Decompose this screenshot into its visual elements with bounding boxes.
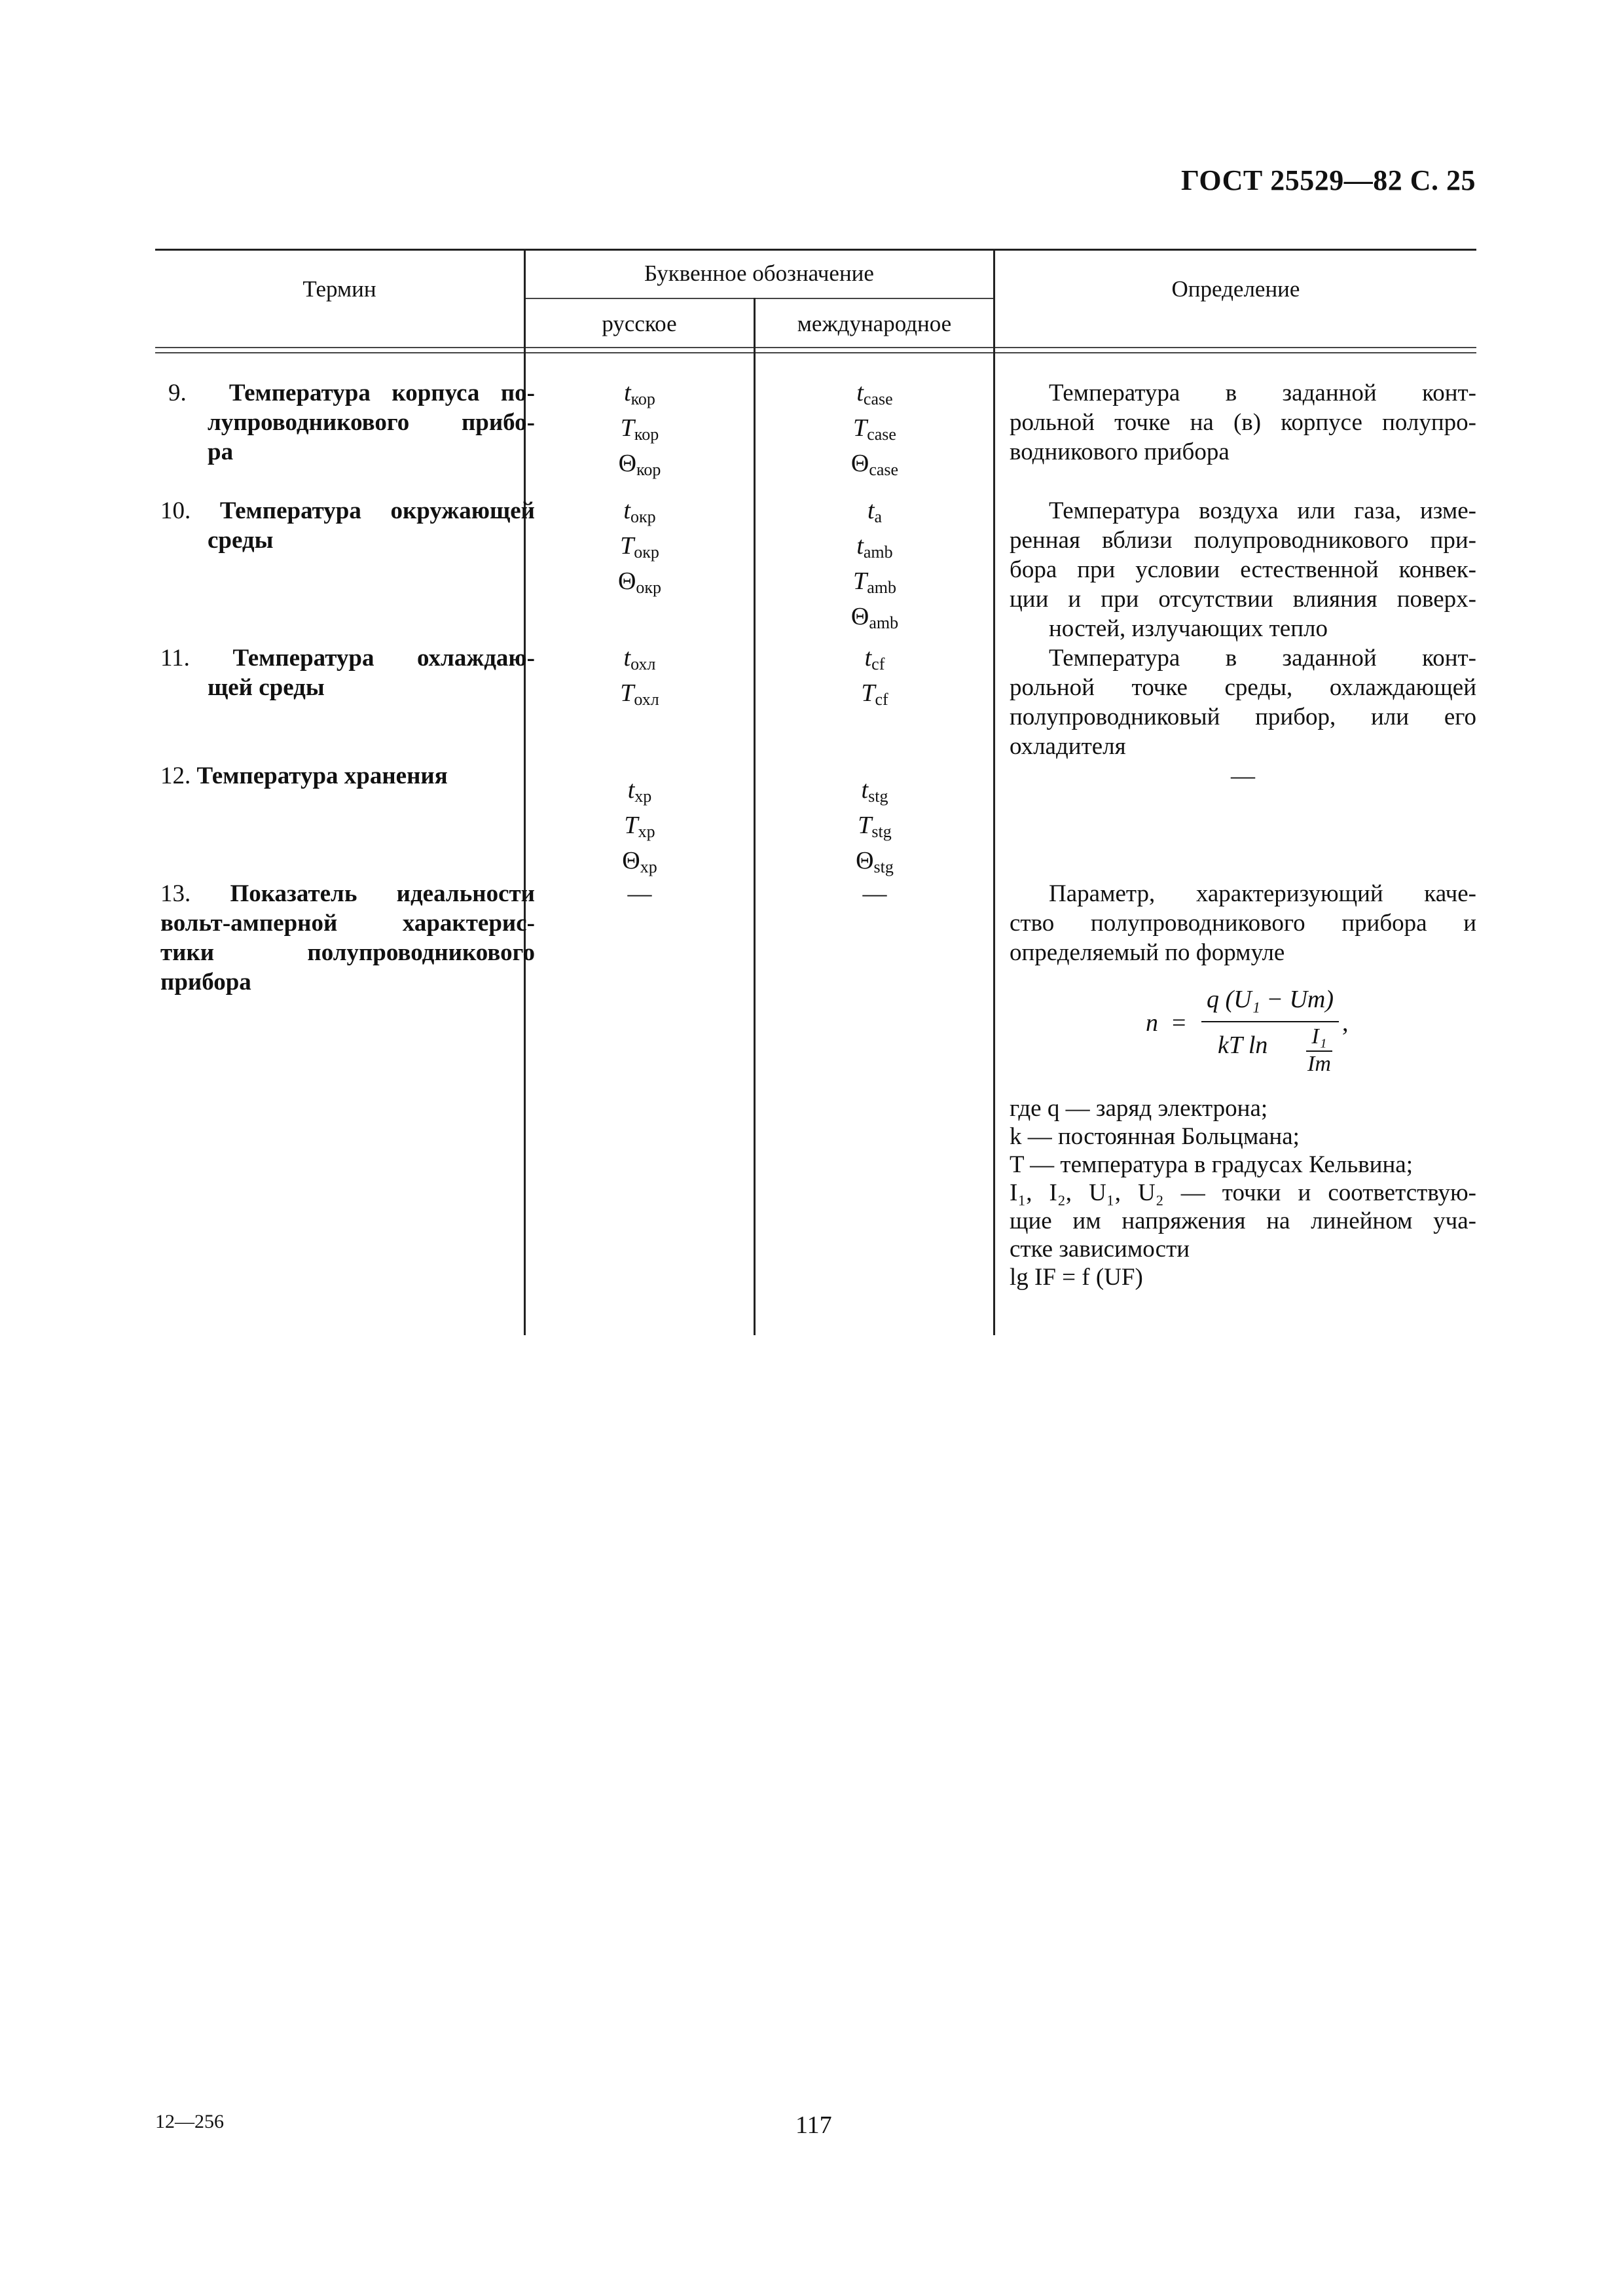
symbol-ru-11	[525, 643, 754, 714]
header-bottom-rule-1	[155, 347, 1476, 348]
definition-dash: —	[1231, 762, 1255, 789]
formula-explanation	[1010, 1094, 1476, 1291]
symbol-int-10	[756, 496, 993, 637]
symbol: $t_{cf}$	[864, 644, 885, 673]
term-12	[160, 761, 535, 791]
symbol: $T_{case}$	[853, 414, 896, 444]
symbol: $T_{amb}$	[853, 567, 896, 597]
header-definition: Определение	[1171, 276, 1300, 302]
explanation-line: стке зависимости	[1010, 1236, 1190, 1263]
symbol-int-13: —	[862, 880, 887, 907]
symbol: $t_{окр}$	[623, 497, 656, 526]
symbol: $t_{case}$	[856, 379, 893, 408]
definition-line: ции и при отсутствии влияния поверх-	[1010, 586, 1476, 613]
symbol: $\Theta_{stg}$	[856, 847, 894, 876]
explanation-line: T — температура в градусах Кельвина;	[1010, 1151, 1413, 1178]
symbol: $t_{охл}$	[623, 644, 656, 673]
page-header-title: ГОСТ 25529—82 С. 25	[1180, 164, 1476, 196]
formula-denominator: kT ln	[1218, 1031, 1268, 1059]
symbol-int-9	[756, 378, 993, 484]
formula-numerator: q (U₁ − Uт)	[1207, 986, 1334, 1013]
formula-equals: =	[1172, 1009, 1186, 1037]
definition-line: определяемый по формуле	[1010, 939, 1285, 966]
definition-10	[1010, 496, 1476, 643]
symbol: $t_{stg}$	[861, 776, 888, 806]
symbol: $t_{amb}$	[856, 532, 893, 562]
formula-fraction-bar	[1201, 1021, 1339, 1022]
term-line: прибора	[160, 969, 251, 996]
term-13	[160, 879, 535, 997]
term-line: среды	[208, 527, 274, 554]
explanation-line: где q — заряд электрона;	[1010, 1095, 1268, 1122]
symbol-subheader-rule	[525, 298, 993, 299]
symbol: $T_{кор}$	[620, 414, 659, 444]
formula-inner-fraction	[1306, 1024, 1332, 1077]
definition-13	[1010, 879, 1476, 967]
symbol-ru-10	[525, 496, 754, 602]
header-symbol-group: Буквенное обозначение	[644, 260, 874, 286]
symbol: $\Theta_{хр}$	[622, 847, 657, 876]
definition-line: бора при условии естественной конвек-	[1010, 556, 1476, 583]
explanation-line: lg IF = f (UF)	[1010, 1264, 1143, 1291]
definition-line: охладителя	[1010, 733, 1126, 760]
footer-code: 12—256	[155, 2111, 224, 2132]
symbol: $\Theta_{case}$	[850, 450, 899, 479]
header-bottom-rule-2	[155, 352, 1476, 353]
term-line: 12. Температура хранения	[160, 762, 448, 789]
term-10	[160, 496, 535, 555]
term-line: вольт-амперной характерис-	[160, 910, 535, 937]
symbol: $\Theta_{окр}$	[617, 567, 662, 597]
symbol: $T_{охл}$	[620, 679, 659, 709]
definition-11	[1010, 643, 1476, 761]
symbol-ru-9	[525, 378, 754, 484]
header-symbol-int: международное	[797, 311, 952, 336]
term-line: 9. Температура корпуса по-	[168, 380, 535, 406]
definition-line: ство полупроводникового прибора и	[1010, 910, 1476, 937]
symbol: $T_{stg}$	[858, 812, 892, 841]
symbol: $t_{кор}$	[624, 379, 655, 408]
definition-line: ностей, излучающих тепло	[1049, 615, 1328, 642]
symbol: $T_{окр}$	[620, 532, 659, 562]
explanation-line: щие им напряжения на линейном уча-	[1010, 1208, 1476, 1234]
definition-line: ренная вблизи полупроводникового при-	[1010, 527, 1476, 554]
explanation-line: I₁, I₂, U₁, U₂ — точки и соответствую-	[1010, 1179, 1476, 1206]
symbol: $T_{cf}$	[861, 679, 888, 709]
page-number: 117	[795, 2111, 832, 2139]
inner-fraction-top: I₁	[1311, 1024, 1327, 1049]
definition-line: полупроводниковый прибор, или его	[1010, 704, 1476, 730]
symbol: $t_a$	[867, 497, 883, 526]
term-9	[168, 378, 535, 467]
definition-9	[1010, 378, 1476, 467]
definition-line: Температура в заданной конт-	[1049, 380, 1476, 406]
symbol: $T_{хр}$	[624, 812, 655, 841]
header-term: Термин	[302, 276, 376, 302]
term-line: щей среды	[208, 674, 325, 701]
term-line: ра	[208, 439, 234, 465]
explanation-line: k — постоянная Больцмана;	[1010, 1123, 1300, 1150]
term-line: 11. Температура охлаждаю-	[160, 645, 536, 672]
ideality-formula	[1146, 985, 1355, 1090]
term-line: тики полупроводникового	[160, 939, 535, 966]
definition-line: Параметр, характеризующий каче-	[1049, 880, 1476, 907]
inner-fraction-bottom: Iт	[1306, 1050, 1332, 1077]
term-11	[160, 643, 535, 702]
column-divider-3	[993, 249, 995, 1335]
symbol-int-12	[756, 776, 993, 882]
definition-12	[1010, 761, 1476, 791]
term-line: 10. Температура окружающей	[160, 497, 535, 524]
term-line: 13. Показатель идеальности	[160, 880, 535, 907]
symbol-ru-12	[525, 776, 754, 882]
definition-line: водникового прибора	[1010, 439, 1230, 465]
definition-line: Температура в заданной конт-	[1049, 645, 1476, 672]
formula-comma: ,	[1342, 1009, 1349, 1037]
symbol: $\Theta_{кор}$	[618, 450, 661, 479]
definition-line: рольной точке среды, охлаждающей	[1010, 674, 1476, 701]
definition-line: Температура воздуха или газа, изме-	[1049, 497, 1476, 524]
symbol-int-11	[756, 643, 993, 714]
table-top-rule	[155, 249, 1476, 251]
definition-line: рольной точке на (в) корпусе полупро-	[1010, 409, 1476, 436]
symbol: $t_{хр}$	[627, 776, 652, 806]
term-line: лупроводникового прибо-	[208, 409, 535, 436]
symbol: $\Theta_{amb}$	[850, 603, 899, 632]
formula-lhs: n	[1146, 1009, 1158, 1037]
header-symbol-ru: русское	[602, 311, 677, 336]
symbol-ru-13: —	[627, 880, 652, 907]
